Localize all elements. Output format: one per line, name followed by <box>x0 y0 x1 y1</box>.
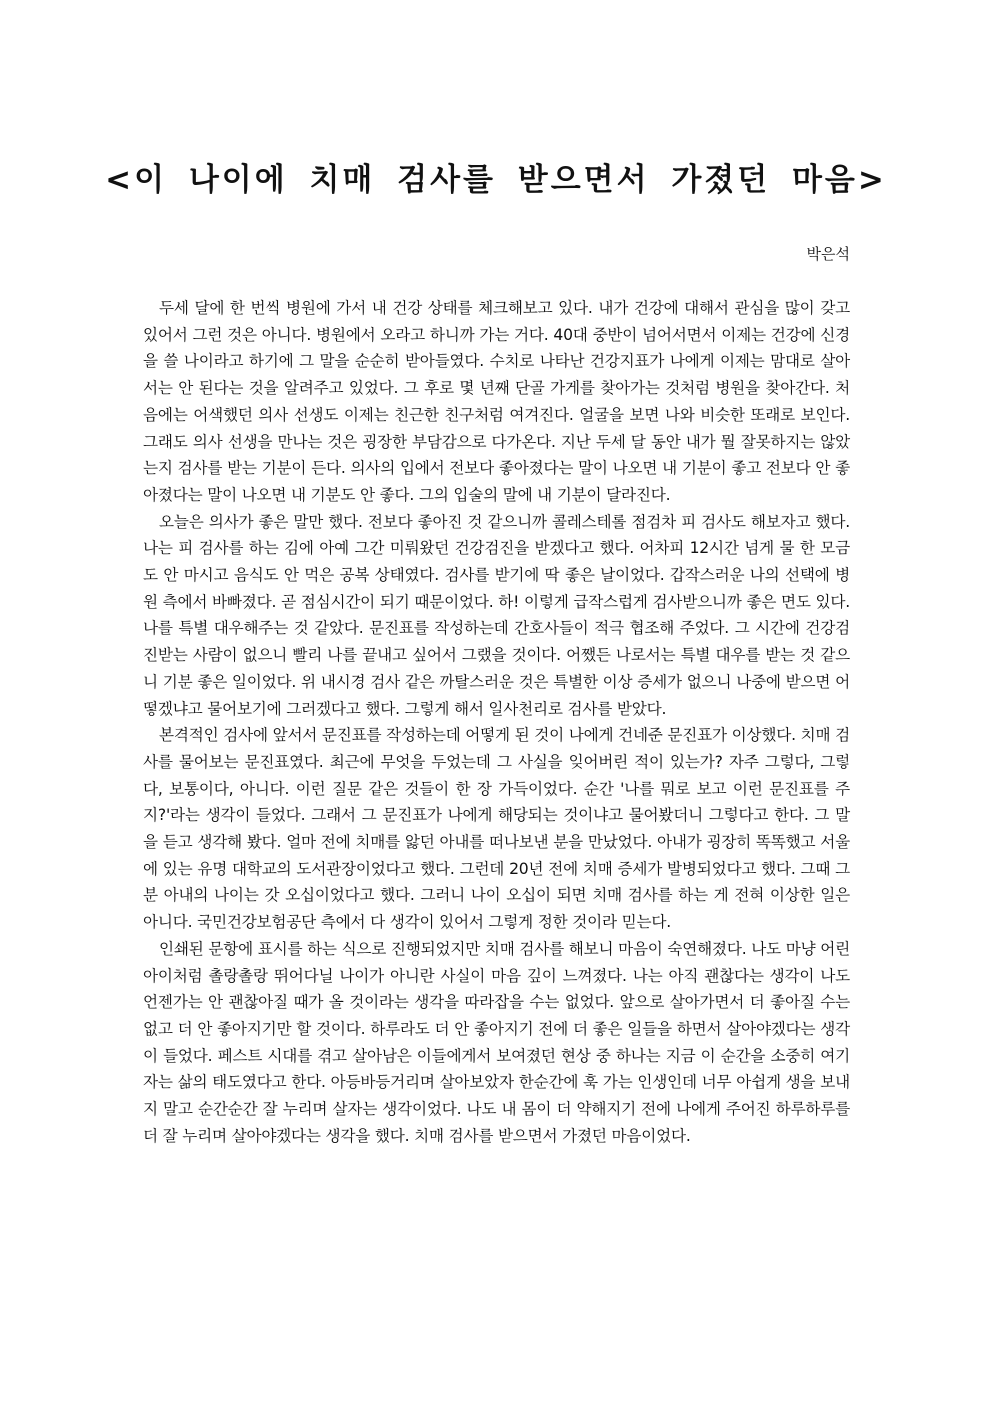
document-title: <이 나이에 치매 검사를 받으면서 가졌던 마음> <box>105 162 887 198</box>
paragraph-4: 인쇄된 문항에 표시를 하는 식으로 진행되었지만 치매 검사를 해보니 마음이 숙연해졌다. 나도 마냥 어린아이처럼 촐랑촐랑 뛰어다닐 나이가 아니란 사실이 마음 깊이 느껴졌다. 나는 아직 괜찮다는 생각이 나도 언젠가는 안 괜찮아질 때가 올 것이라는 생각을 따라잡을 수는 없었다. 앞으로 살아가면서 더 좋아질 수는 없고 더 안 좋아지기만 할 것이다. 하루라도 더 안 좋아지기 전에 더 좋은 일들을 하면서 살아야겠다는 생각이 들었다. 페스트 시대를 겪고 살아남은 이들에게서 보여졌던 현상 중 하나는 지금 이 순간을 소중히 여기자는 삶의 태도였다고 한다. 아등바등거리며 살아보았자 한순간에 훅 가는 인생인데 너무 아쉽게 생을 보내지 말고 순간순간 잘 누리며 살자는 생각이었다. 나도 내 몸이 더 약해지기 전에 나에게 주어진 하루하루를 더 잘 누리며 살아야겠다는 생각을 했다. 치매 검사를 받으면서 가졌던 마음이었다. <box>143 939 850 1145</box>
paragraph-3: 본격적인 검사에 앞서서 문진표를 작성하는데 어떻게 된 것이 나에게 건네준 문진표가 이상했다. 치매 검사를 물어보는 문진표였다. 최근에 무엇을 두었는데 그 사실을 잊어버린 적이 있는가? 자주 그렇다, 그렇다, 보통이다, 아니다. 이런 질문 같은 것들이 한 장 가득이었다. 순간 '나를 뭐로 보고 이런 문진표를 주지?'라는 생각이 들었다. 그래서 그 문진표가 나에게 해당되는 것이냐고 물어봤더니 그렇다고 한다. 그 말을 듣고 생각해 봤다. 얼마 전에 치매를 앓던 아내를 떠나보낸 분을 만났었다. 아내가 굉장히 똑똑했고 서울에 있는 유명 대학교의 도서관장이었다고 했다. 그런데 20년 전에 치매 증세가 발병되었다고 했다. 그때 그분 아내의 나이는 갓 오십이었다고 했다. 그러니 나이 오십이 되면 치매 검사를 하는 게 전혀 이상한 일은 아니다. 국민건강보험공단 측에서 다 생각이 있어서 그렇게 정한 것이라 믿는다. <box>143 726 850 932</box>
author-name: 박은석 <box>806 245 850 263</box>
paragraph-2: 오늘은 의사가 좋은 말만 했다. 전보다 좋아진 것 같으니까 콜레스테롤 점검차 피 검사도 해보자고 했다. 나는 피 검사를 하는 김에 아예 그간 미뤄왔던 건강검진을 받겠다고 했다. 어차피 12시간 넘게 물 한 모금도 안 마시고 음식도 안 먹은 공복 상태였다. 검사를 받기에 딱 좋은 날이었다. 갑작스러운 나의 선택에 병원 측에서 바빠졌다. 곧 점심시간이 되기 때문이었다. 하! 이렇게 급작스럽게 검사받으니까 좋은 면도 있다. 나를 특별 대우해주는 것 같았다. 문진표를 작성하는데 간호사들이 적극 협조해 주었다. 그 시간에 건강검진받는 사람이 없으니 빨리 나를 끝내고 싶어서 그랬을 것이다. 어쨌든 나로서는 특별 대우를 받는 것 같으니 기분 좋은 일이었다. 위 내시경 검사 같은 까탈스러운 것은 특별한 이상 증세가 없으니 나중에 받으면 어떻겠냐고 물어보기에 그러겠다고 했다. 그렇게 해서 일사천리로 검사를 받았다. <box>143 512 850 718</box>
paragraph-1: 두세 달에 한 번씩 병원에 가서 내 건강 상태를 체크해보고 있다. 내가 건강에 대해서 관심을 많이 갖고 있어서 그런 것은 아니다. 병원에서 오라고 하니까 가는 거다. 40대 중반이 넘어서면서 이제는 건강에 신경을 쓸 나이라고 하기에 그 말을 순순히 받아들였다. 수치로 나타난 건강지표가 나에게 이제는 맘대로 살아서는 안 된다는 것을 알려주고 있었다. 그 후로 몇 년째 단골 가게를 찾아가는 것처럼 병원을 찾아간다. 처음에는 어색했던 의사 선생도 이제는 친근한 친구처럼 여겨진다. 얼굴을 보면 나와 비슷한 또래로 보인다. 그래도 의사 선생을 만나는 것은 굉장한 부담감으로 다가온다. 지난 두세 달 동안 내가 뭘 잘못하지는 않았는지 검사를 받는 기분이 든다. 의사의 입에서 전보다 좋아졌다는 말이 나오면 내 기분이 좋고 전보다 안 좋아졌다는 말이 나오면 내 기분도 안 좋다. 그의 입술의 말에 내 기분이 달라진다. <box>143 299 850 504</box>
document-body <box>143 295 850 1150</box>
